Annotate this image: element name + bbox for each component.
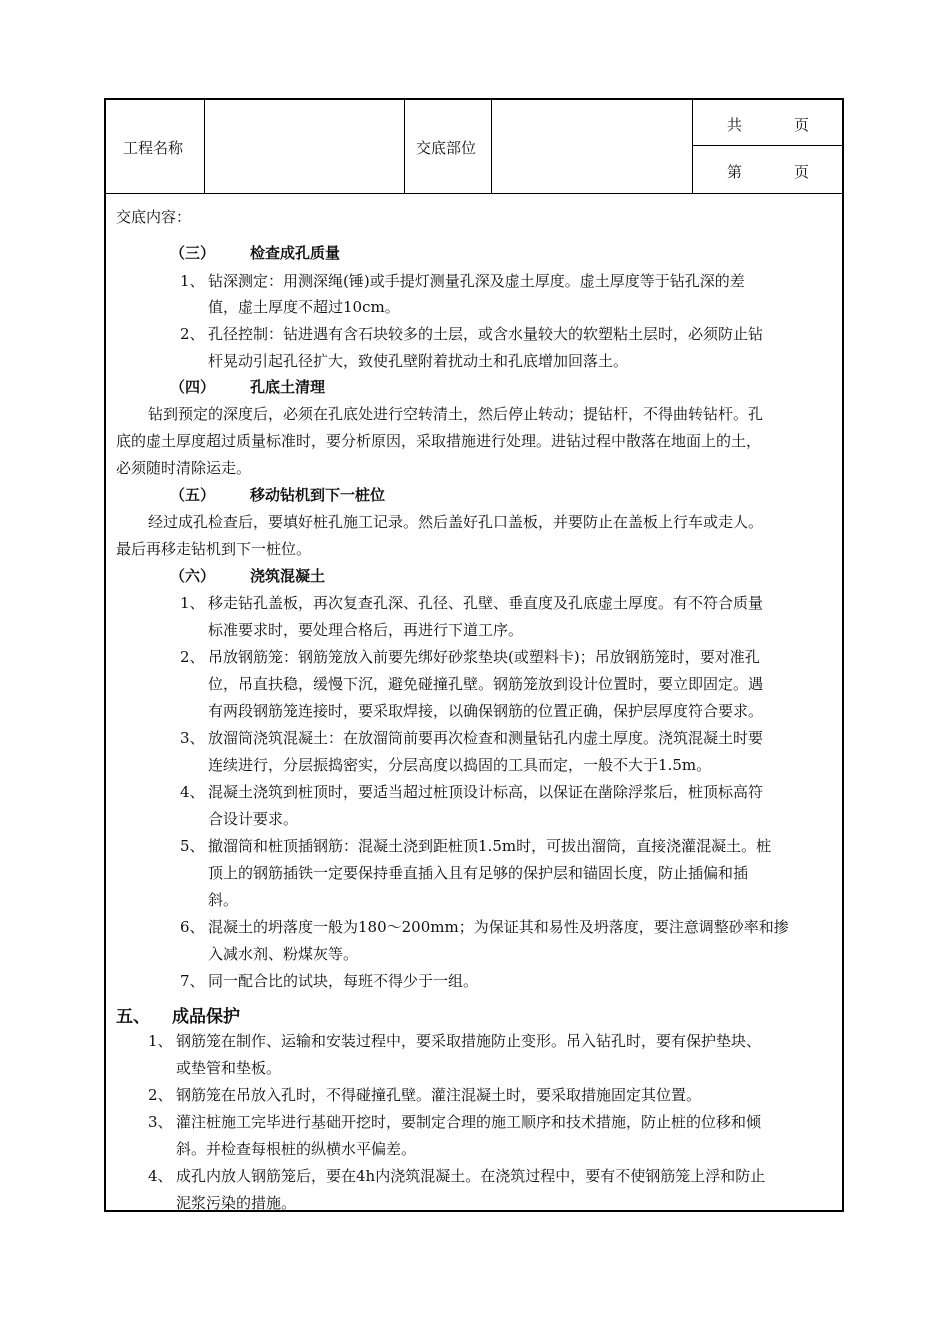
list-item-number: 4、 bbox=[180, 783, 205, 801]
list-item-text: 钢筋笼在吊放入孔时，不得碰撞孔壁。灌注混凝土时，要采取措施固定其位置。 bbox=[176, 1086, 702, 1104]
list-item-number: 2、 bbox=[180, 325, 205, 343]
list-item-text: 灌注桩施工完毕进行基础开挖时，要制定合理的施工顺序和技术措施，防止桩的位移和倾 bbox=[176, 1113, 762, 1131]
list-item-number: 2、 bbox=[180, 648, 205, 666]
list-item-text: 有两段钢筋笼连接时，要采取焊接，以确保钢筋的位置正确，保护层厚度符合要求。 bbox=[208, 702, 764, 720]
sec4-title: 孔底土清理 bbox=[250, 378, 326, 396]
list-item-text: 杆晃动引起孔径扩大，致使孔壁附着扰动土和孔底增加回落土。 bbox=[208, 352, 629, 370]
list-item-text: 混凝土浇筑到桩顶时，要适当超过桩顶设计标高，以保证在凿除浮浆后，桩顶标高符 bbox=[208, 783, 764, 801]
list-item-number: 1、 bbox=[180, 594, 205, 612]
list-item-text: 泥浆污染的措施。 bbox=[176, 1194, 297, 1212]
list-item-number: 5、 bbox=[180, 837, 205, 855]
list-item-number: 3、 bbox=[148, 1113, 173, 1131]
project-name-label: 工程名称 bbox=[123, 139, 184, 157]
disclosure-form bbox=[104, 98, 844, 1212]
list-item-text: 放溜筒浇筑混凝土：在放溜筒前要再次检查和测量钻孔内虚土厚度。浇筑混凝土时要 bbox=[208, 729, 764, 747]
sec5-title: 移动钻机到下一桩位 bbox=[250, 486, 386, 504]
paragraph-line: 经过成孔检查后，要填好桩孔施工记录。然后盖好孔口盖板，并要防止在盖板上行车或走人。 bbox=[148, 513, 764, 531]
list-item-text: 斜。并检查每根桩的纵横水平偏差。 bbox=[176, 1140, 417, 1158]
divider bbox=[404, 100, 405, 193]
list-item-text: 合设计要求。 bbox=[208, 810, 299, 828]
page-no-right: 页 bbox=[794, 163, 810, 181]
sec4-num: （四） bbox=[170, 378, 216, 396]
sec6-num: （六） bbox=[170, 567, 216, 585]
list-item-number: 1、 bbox=[148, 1032, 173, 1050]
divider bbox=[692, 145, 842, 146]
content-label: 交底内容： bbox=[116, 208, 192, 226]
form-header bbox=[106, 100, 842, 194]
total-pages-left: 共 bbox=[727, 116, 743, 134]
list-item-text: 顶上的钢筋插铁一定要保持垂直插入且有足够的保护层和锚固长度，防止插偏和插 bbox=[208, 864, 749, 882]
list-item-text: 同一配合比的试块，每班不得少于一组。 bbox=[208, 972, 479, 990]
list-item-text: 混凝土的坍落度一般为180～200mm；为保证其和易性及坍落度，要注意调整砂率和掺 bbox=[208, 918, 789, 936]
divider bbox=[491, 100, 492, 193]
sec5-num: （五） bbox=[170, 486, 216, 504]
list-item-text: 钢筋笼在制作、运输和安装过程中，要采取措施防止变形。吊入钻孔时，要有保护垫块、 bbox=[176, 1032, 762, 1050]
paragraph-line: 底的虚土厚度超过质量标准时，要分析原因，采取措施进行处理。进钻过程中散落在地面上的土， bbox=[116, 432, 762, 450]
part5-num: 五、 bbox=[116, 1007, 150, 1027]
list-item-text: 成孔内放人钢筋笼后，要在4h内浇筑混凝土。在浇筑过程中，要有不使钢筋笼上浮和防止 bbox=[176, 1167, 766, 1185]
list-item-text: 钻深测定：用测深绳(锤)或手提灯测量孔深及虚土厚度。虚土厚度等于钻孔深的差 bbox=[208, 272, 745, 290]
part5-title: 成品保护 bbox=[172, 1007, 240, 1027]
list-item-text: 吊放钢筋笼：钢筋笼放入前要先绑好砂浆垫块(或塑料卡)；吊放钢筋笼时，要对准孔 bbox=[208, 648, 760, 666]
sec3-title: 检查成孔质量 bbox=[250, 244, 341, 262]
list-item-text: 斜。 bbox=[208, 891, 239, 909]
location-label: 交底部位 bbox=[416, 139, 477, 157]
list-item-text: 位，吊直扶稳，缓慢下沉，避免碰撞孔壁。钢筋笼放到设计位置时，要立即固定。遇 bbox=[208, 675, 764, 693]
divider bbox=[692, 100, 693, 193]
sec3-num: （三） bbox=[170, 244, 216, 262]
total-pages-right: 页 bbox=[794, 116, 810, 134]
paragraph-line: 必须随时清除运走。 bbox=[116, 459, 252, 477]
list-item-text: 连续进行，分层振捣密实，分层高度以捣固的工具而定，一般不大于1.5m。 bbox=[208, 756, 712, 774]
list-item-text: 孔径控制：钻进遇有含石块较多的土层，或含水量较大的软塑粘土层时，必须防止钻 bbox=[208, 325, 764, 343]
divider bbox=[204, 100, 205, 193]
sec6-title: 浇筑混凝土 bbox=[250, 567, 326, 585]
list-item-text: 入减水剂、粉煤灰等。 bbox=[208, 945, 359, 963]
list-item-number: 4、 bbox=[148, 1167, 173, 1185]
list-item-text: 标准要求时，要处理合格后，再进行下道工序。 bbox=[208, 621, 524, 639]
list-item-number: 7、 bbox=[180, 972, 205, 990]
list-item-number: 2、 bbox=[148, 1086, 173, 1104]
list-item-number: 6、 bbox=[180, 918, 205, 936]
list-item-text: 移走钻孔盖板，再次复查孔深、孔径、孔壁、垂直度及孔底虚土厚度。有不符合质量 bbox=[208, 594, 764, 612]
paragraph-line: 最后再移走钻机到下一桩位。 bbox=[116, 540, 312, 558]
paragraph-line: 钻到预定的深度后，必须在孔底处进行空转清土，然后停止转动；提钻杆，不得曲转钻杆。孔 bbox=[148, 405, 764, 423]
list-item-number: 1、 bbox=[180, 272, 205, 290]
list-item-text: 或垫管和垫板。 bbox=[176, 1059, 282, 1077]
list-item-number: 3、 bbox=[180, 729, 205, 747]
list-item-text: 撤溜筒和桩顶插钢筋：混凝土浇到距桩顶1.5m时，可拔出溜筒，直接浇灌混凝土。桩 bbox=[208, 837, 772, 855]
list-item-text: 值，虚土厚度不超过10cm。 bbox=[208, 298, 400, 316]
page-no-left: 第 bbox=[727, 163, 743, 181]
